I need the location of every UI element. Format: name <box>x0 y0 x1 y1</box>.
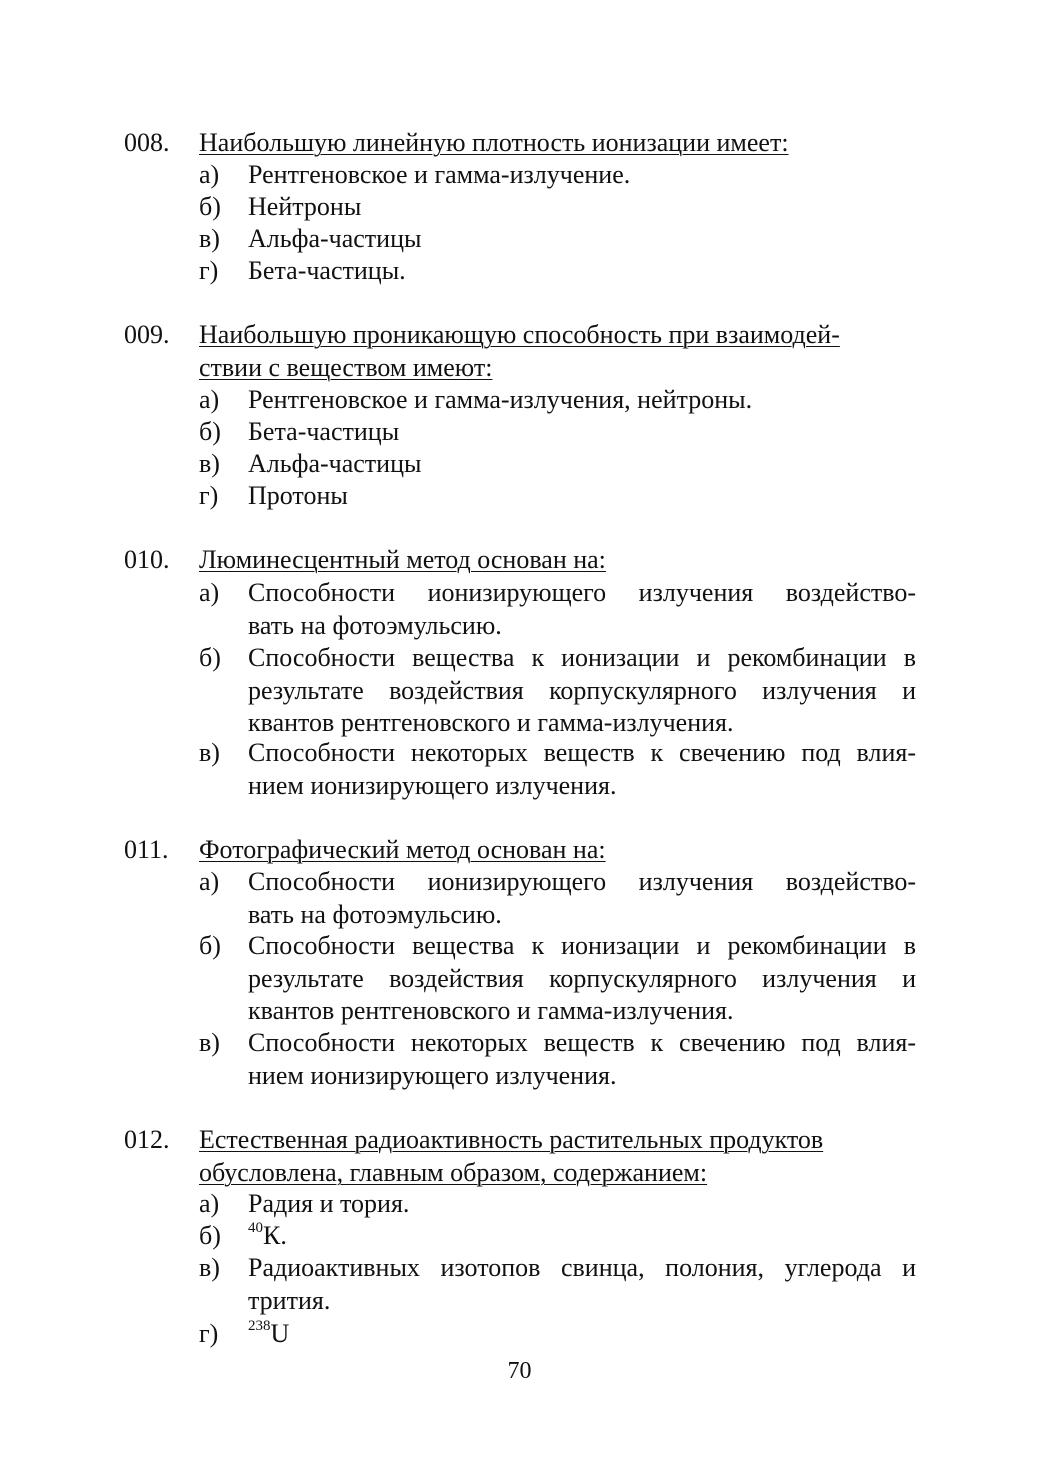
question-text <box>199 544 919 577</box>
option-text <box>248 255 916 288</box>
option-text <box>248 1318 916 1351</box>
question-text <box>199 127 919 160</box>
option-label: а) <box>199 867 220 896</box>
option-line: Рентгеновское и гамма-излучение. <box>248 160 631 189</box>
question-number: 009. <box>124 320 170 349</box>
option-text <box>248 191 916 224</box>
option-text <box>248 416 916 449</box>
option-text <box>248 448 916 481</box>
option-label: а) <box>199 385 220 414</box>
option-line: Способности ионизирующего излучения воздейство- <box>248 867 916 896</box>
option-label: г) <box>199 1319 219 1348</box>
option-text <box>248 866 916 931</box>
option-label: б) <box>199 192 221 221</box>
option-text <box>248 1220 916 1253</box>
option-line: Альфа-частицы <box>248 224 422 253</box>
option-line <box>248 1220 916 1253</box>
question-text-line: Фотографический метод основан на: <box>199 835 606 864</box>
option-line: нием ионизирующего излучения. <box>248 770 617 800</box>
option-label: б) <box>199 931 221 960</box>
option-line: Способности некоторых веществ к свечению под влия- <box>248 738 916 767</box>
option-line: Рентгеновское и гамма-излучения, нейтроны. <box>248 385 753 414</box>
isotope-symbol: U <box>270 1319 290 1348</box>
option-line: результате воздействия корпускулярного излучения и <box>248 675 916 705</box>
option-line: Нейтроны <box>248 192 362 221</box>
option-label: в) <box>199 449 220 478</box>
question-text-line: обусловлена, главным образом, содержанием: <box>199 1157 708 1187</box>
option-line: квантов рентгеновского и гамма-излучения. <box>248 996 734 1025</box>
option-line: Протоны <box>248 481 348 510</box>
option-text <box>248 480 916 513</box>
option-line: результате воздействия корпускулярного излучения и <box>248 963 916 993</box>
question-text <box>199 834 919 867</box>
question-number: 011. <box>124 835 169 864</box>
option-text <box>248 1027 916 1092</box>
option-line: квантов рентгеновского и гамма-излучения. <box>248 708 734 737</box>
option-label: в) <box>199 1253 220 1282</box>
option-label: а) <box>199 1189 220 1218</box>
option-text <box>248 223 916 256</box>
option-line: Способности некоторых веществ к свечению под влия- <box>248 1028 916 1057</box>
question-text-line: Наибольшую линейную плотность ионизации имеет: <box>199 128 789 157</box>
option-text <box>248 930 916 1028</box>
question-text-line: Люминесцентный метод основан на: <box>199 545 606 574</box>
option-line: Бета-частицы. <box>248 256 406 285</box>
question-text-line: Наибольшую проникающую способность при взаимодей- <box>199 320 840 349</box>
option-text <box>248 1188 916 1221</box>
option-label: в) <box>199 738 220 767</box>
isotope-mass-number: 40 <box>248 1220 263 1236</box>
option-line: Способности ионизирующего излучения воздейство- <box>248 578 916 607</box>
option-line: Радиоактивных изотопов свинца, полония, углерода и <box>248 1253 916 1282</box>
page-number: 70 <box>507 1358 532 1384</box>
option-line: трития. <box>248 1285 331 1315</box>
option-line: вать на фотоэмульсию. <box>248 610 502 640</box>
option-line: Альфа-частицы <box>248 449 422 478</box>
option-line: Способности вещества к ионизации и рекомбинации в <box>248 643 916 672</box>
option-label: а) <box>199 160 220 189</box>
option-line: вать на фотоэмульсию. <box>248 899 502 929</box>
option-label: б) <box>199 1221 221 1250</box>
option-text <box>248 737 916 802</box>
option-line: нием ионизирующего излучения. <box>248 1060 617 1090</box>
question-number: 010. <box>124 545 170 574</box>
question-number: 008. <box>124 128 170 157</box>
option-text <box>248 159 916 192</box>
option-label: а) <box>199 578 220 607</box>
option-line: Способности вещества к ионизации и рекомбинации в <box>248 931 916 960</box>
option-label: б) <box>199 417 221 446</box>
option-text <box>248 642 916 740</box>
isotope-symbol: К. <box>263 1221 287 1250</box>
option-text <box>248 577 916 642</box>
option-label: в) <box>199 224 220 253</box>
option-line: Радия и тория. <box>248 1189 410 1218</box>
question-text-line: Естественная радиоактивность растительных продуктов <box>199 1125 824 1154</box>
question-number: 012. <box>124 1125 170 1154</box>
option-label: в) <box>199 1028 220 1057</box>
option-line <box>248 1318 916 1351</box>
option-text <box>248 1252 916 1317</box>
option-text <box>248 384 916 417</box>
question-text-line: ствии с веществом имеют: <box>199 352 493 382</box>
option-label: г) <box>199 256 219 285</box>
question-text <box>199 1124 919 1189</box>
option-label: б) <box>199 643 221 672</box>
question-text <box>199 319 919 384</box>
isotope-mass-number: 238 <box>248 1318 271 1334</box>
option-label: г) <box>199 481 219 510</box>
option-line: Бета-частицы <box>248 417 400 446</box>
